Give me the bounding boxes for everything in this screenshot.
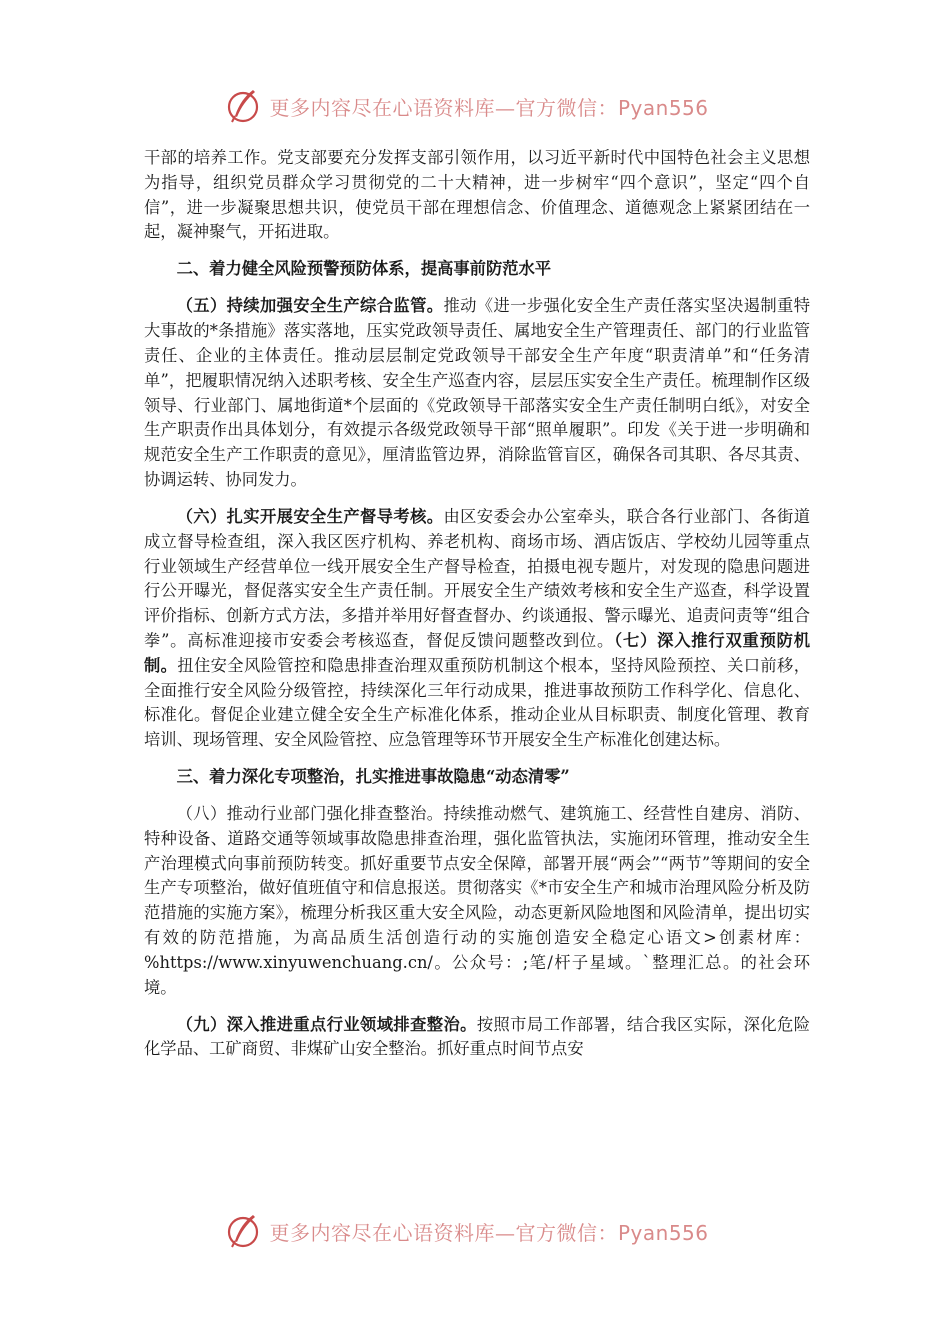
- paragraph-6-body: 由区安委会办公室牵头，联合各行业部门、各街道成立督导检查组，深入我区医疗机构、养老机构、商场市场、酒店饭店、学校幼儿园等重点行业领域生产经营单位一线开展安全生产督导检查，拍摄电视专题片，对发现的隐患问题进行公开曝光，督促落实安全生产责任制。开展安全生产绩效考核和安全生产巡查，科学设置评价指标、创新方式方法，多措并举用好督查督办、约谈通报、警示曝光、追责问责等“组合拳”。高标准迎接市安委会考核巡查，督促反馈问题整改到位。: [144, 506, 810, 650]
- paragraph-5-body: 推动《进一步强化安全生产责任落实坚决遏制重特大事故的*条措施》落实落地，压实党政领导责任、属地安全生产管理责任、部门的行业监管责任、企业的主体责任。推动层层制定党政领导干部安全生产年度“职责清单”和“任务清单”，把履职情况纳入述职考核、安全生产巡查内容，层层压实安全生产责任。梳理制作区级领导、行业部门、属地街道*个层面的《党政领导干部落实安全生产责任制明白纸》，对安全生产职责作出具体划分，有效提示各级党政领导干部“照单履职”。印发《关于进一步明确和规范安全生产工作职责的意见》，厘清监管边界，消除监管盲区，确保各司其职、各尽其责、协调运转、协同发力。: [144, 296, 810, 489]
- paragraph-7-title: （七）深入推行双重预防机制。: [144, 630, 811, 675]
- paragraph-6-title: （六）扎实开展安全生产督导考核。: [176, 506, 444, 526]
- section-heading-2: 二、着力健全风险预警预防体系，提高事前防范水平: [176, 259, 552, 279]
- section-heading-3: 三、着力深化专项整治，扎实推进事故隐患“动态清零”: [176, 767, 570, 787]
- document-body: [144, 146, 810, 1074]
- watermark-wechat-id: Pyan556: [617, 95, 709, 120]
- paragraph-9-body: 按照市局工作部署，结合我区实际，深化危险化学品、工矿商贸、非煤矿山安全整治。抓好重点时间节点安: [144, 1014, 810, 1059]
- footer-watermark: [0, 1209, 950, 1253]
- watermark-text: 更多内容尽在心语资料库—官方微信：: [269, 1220, 618, 1245]
- header-watermark: [0, 84, 950, 128]
- paragraph-5-title: （五）持续加强安全生产综合监管。: [176, 296, 444, 316]
- quill-logo-icon: [223, 1211, 263, 1251]
- paragraph-7-body: 扭住安全风险管控和隐患排查治理双重预防机制这个根本，坚持风险预控、关口前移，全面推行安全风险分级管控，持续深化三年行动成果，推进事故预防工作科学化、信息化、标准化。督促企业建立健全安全生产标准化体系，推动企业从目标职责、制度化管理、教育培训、现场管理、安全风险管控、应急管理等环节开展安全生产标准化创建达标。: [144, 655, 810, 750]
- watermark-wechat-id: Pyan556: [617, 1220, 709, 1245]
- paragraph-5: [144, 294, 810, 492]
- paragraph-9-title: （九）深入推进重点行业领域排查整治。: [176, 1014, 477, 1034]
- paragraph-8: （八）推动行业部门强化排查整治。持续推动燃气、建筑施工、经营性自建房、消防、特种设备、道路交通等领域事故隐患排查治理，强化监管执法，实施闭环管理，推动安全生产治理模式向事前预防转变。抓好重要节点安全保障，部署开展“两会”“两节”等期间的安全生产专项整治，做好值班值守和信息报送。贯彻落实《*市安全生产和城市治理风险分析及防范措施的实施方案》，梳理分析我区重大安全风险，动态更新风险地图和风险清单，提出切实有效的防范措施，为高品质生活创造行动的实施创造安全稳定心语文>创素材库：%https://www.xinyuwenchuang.cn/。公众号：;笔/杆子星域。`整理汇总。的社会环境。: [144, 804, 810, 997]
- watermark-text: 更多内容尽在心语资料库—官方微信：: [269, 95, 618, 120]
- quill-logo-icon: [223, 86, 263, 126]
- paragraph-6: [144, 505, 810, 753]
- paragraph-continuation: 干部的培养工作。党支部要充分发挥支部引领作用，以习近平新时代中国特色社会主义思想为指导，组织党员群众学习贯彻党的二十大精神，进一步树牢“四个意识”，坚定“四个自信”，进一步凝聚思想共识，使党员干部在理想信念、价值理念、道德观念上紧紧团结在一起，凝神聚气，开拓进取。: [144, 148, 810, 242]
- paragraph-9: [144, 1013, 810, 1063]
